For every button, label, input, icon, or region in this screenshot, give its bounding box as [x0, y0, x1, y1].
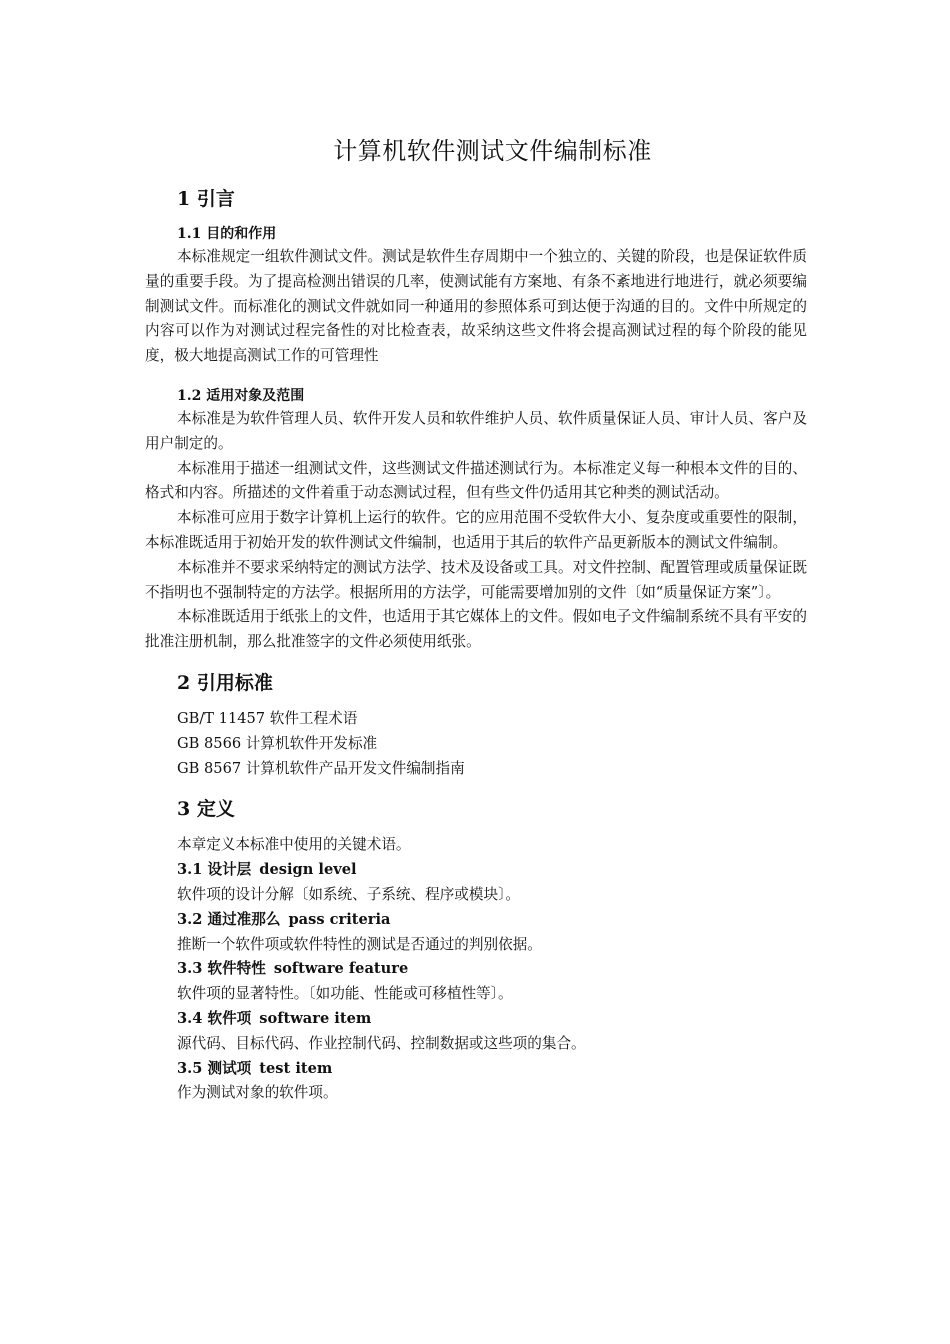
- definition-term-label: 3.2 通过准那么: [177, 910, 281, 928]
- definition-term: [145, 858, 807, 883]
- definition-term-english: test item: [259, 1059, 333, 1077]
- definition-term-label: 3.4 软件项: [177, 1009, 252, 1027]
- definition-text: 源代码、目标代码、作业控制代码、控制数据或这些项的集合。: [177, 1034, 586, 1052]
- definition-text: 软件项的显著特性。〔如功能、性能或可移植性等〕。: [177, 985, 513, 1003]
- definition-term-english: software feature: [273, 960, 409, 978]
- definition-term-label: 3.5 测试项: [177, 1059, 252, 1077]
- definition-text: 推断一个软件项或软件特性的测试是否通过的判别依据。: [177, 935, 542, 953]
- section-intro: 本章定义本标准中使用的关键术语。: [177, 836, 411, 854]
- definition-term-label: 3.3 软件特性: [177, 960, 266, 978]
- section-heading-1: 1 引言: [177, 188, 235, 210]
- paragraph: 本标准用于描述一组测试文件，这些测试文件描述测试行为。本标准定义每一种根本文件的目的、格式和内容。所描述的文件着重于动态测试过程，但有些文件仍适用其它种类的测试活动。: [145, 459, 807, 502]
- document-body: [145, 185, 807, 1106]
- section-heading-2: 2 引用标准: [177, 671, 273, 694]
- section-heading-3: 3 定义: [177, 798, 235, 821]
- reference-line: GB/T 11457 软件工程术语: [177, 709, 358, 727]
- definition-term-english: design level: [259, 861, 357, 879]
- reference-line: GB 8567 计算机软件产品开发文件编制指南: [177, 759, 465, 777]
- definition-term: [145, 908, 807, 933]
- definition-term-label: 3.1 设计层: [177, 861, 252, 879]
- definition-term: [145, 957, 807, 982]
- definition-term: [145, 1057, 807, 1082]
- paragraph: 本标准可应用于数字计算机上运行的软件。它的应用范围不受软件大小、复杂度或重要性的限制，本标准既适用于初始开发的软件测试文件编制，也适用于其后的软件产品更新版本的测试文件编制。: [145, 509, 807, 551]
- subsection-heading-1-1: 1.1 目的和作用: [177, 226, 277, 242]
- definition-text: 作为测试对象的软件项。: [177, 1084, 338, 1102]
- document-title: 计算机软件测试文件编制标准: [333, 137, 652, 165]
- paragraph: 本标准既适用于纸张上的文件，也适用于其它媒体上的文件。假如电子文件编制系统不具有平安的批准注册机制，那么批准签字的文件必须使用纸张。: [145, 608, 807, 651]
- definition-term: [145, 1007, 807, 1032]
- definition-term-english: software item: [259, 1009, 372, 1027]
- paragraph: 本标准并不要求采纳特定的测试方法学、技术及设备或工具。对文件控制、配置管理或质量保证既不指明也不强制特定的方法学。根据所用的方法学，可能需要增加别的文件〔如“质量保证方案”〕。: [145, 558, 807, 601]
- paragraph: 本标准规定一组软件测试文件。测试是软件生存周期中一个独立的、关键的阶段，也是保证软件质量的重要手段。为了提高检测出错误的几率，使测试能有方案地、有条不紊地进行地进行，就必须要编制测试文件。而标准化的测试文件就如同一种通用的参照体系可到达便于沟通的目的。文件中所规定的内容可以作为对测试过程完备性的对比检查表，故采纳这些文件将会提高测试过程的每个阶段的能见度，极大地提高测试工作的可管理性: [145, 248, 807, 365]
- definition-text: 软件项的设计分解〔如系统、子系统、程序或模块〕。: [177, 885, 520, 903]
- subsection-heading-1-2: 1.2 适用对象及范围: [177, 387, 305, 404]
- definition-term-english: pass criteria: [288, 910, 391, 928]
- paragraph: 本标准是为软件管理人员、软件开发人员和软件维护人员、软件质量保证人员、审计人员、客户及用户制定的。: [145, 409, 807, 452]
- reference-line: GB 8566 计算机软件开发标准: [177, 734, 378, 752]
